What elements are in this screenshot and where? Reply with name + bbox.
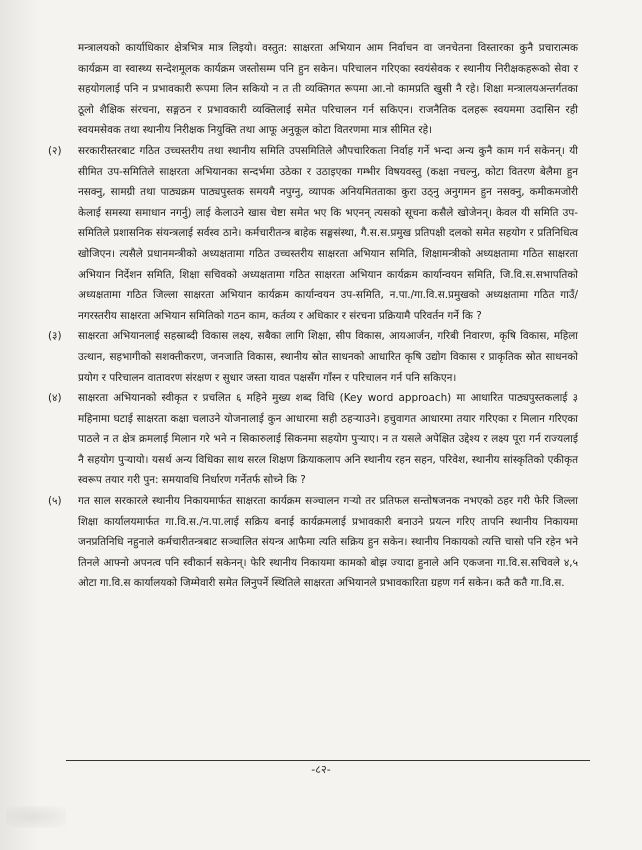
- page-body: [48, 38, 578, 594]
- scan-smudge: [6, 806, 66, 828]
- item-text: गत साल सरकारले स्थानीय निकायमार्फत साक्षरता कार्यक्रम सञ्चालन गऱ्यो तर प्रतिफल सन्तोषजनक नभएको ठहर गरी फेरि जिल्ला शिक्षा कार्यालयमार्फत गा.वि.स./न.पा.लाई सक्रिय बनाई कार्यक्रमलाई प्रभावकारी बनाउने प्रयत्न गरिए तापनि स्थानीय निकायमा जनप्रतिनिधि नहुनाले कर्मचारीतन्त्रबाट सञ्चालित संयन्त्र आफैमा त्यति सक्रिय हुन सकेन। स्थानीय निकायको त्यत्ति चासो पनि रहेन भने तिनले आफ्नो अपनत्व पनि स्वीकार्न सकेनन्। फेरि स्थानीय निकायमा कामको बोझ ज्यादा हुनाले अनि एकजना गा.वि.स.सचिवले ४,५ ओटा गा.वि.स कार्यालयको जिम्मेवारी समेत लिनुपर्ने स्थितिले साक्षरता अभियानले प्रभावकारिता ग्रहण गर्न सकेन। कतै कतै गा.वि.स.: [78, 495, 578, 590]
- list-item: [48, 388, 578, 491]
- intro-paragraph: मन्त्रालयको कार्याधिकार क्षेत्रभित्र मात्र लिइयो। वस्तुत: साक्षरता अभियान आम निर्वाचन वा जनचेतना विस्तारका कुनै प्रचारात्मक कार्यक्रम वा स्वास्थ्य सन्देशमूलक कार्यक्रम जस्तोसम्म पनि हुन सकेन। परिचालन गरिएका स्वयंसेवक र स्थानीय निरीक्षकहरूको सेवा र सहयोगलाई पनि न प्रभावकारी रूपमा लिन सकियो न त ती व्यक्तिगत रूपमा आ.नो कामप्रति खुसी नै रहे। शिक्षा मन्त्रालयअन्तर्गतका ठूलो शैक्षिक संरचना, सङ्गठन र प्रभावकारी व्यक्तिलाई समेत परिचालन गर्न सकिएन। राजनैतिक दलहरू स्वयममा उदासिन रही स्वयमसेवक तथा स्थानीय निरीक्षक नियुक्ति तथा आफू अनुकूल कोटा वितरणमा मात्र सीमित रहे।: [78, 42, 578, 137]
- item-number: (४): [48, 392, 62, 405]
- item-number: (३): [48, 330, 62, 343]
- item-number: (२): [48, 144, 62, 157]
- list-item: [48, 326, 578, 388]
- footer-divider: [66, 760, 590, 761]
- page-number: -८२-: [311, 763, 331, 776]
- list-item: [48, 141, 578, 326]
- item-text: सरकारीस्तरबाट गठित उच्चस्तरीय तथा स्थानीय समिति उपसमितिले औपचारिकता निर्वाह गर्ने भन्दा अन्य कुनै काम गर्न सकेनन्। यी सीमित उप-समितिले साक्षरता अभियानका सन्दर्भमा उठेका र उठाइएका गम्भीर विषयवस्तु (कक्षा नचल्नु, कोटा वितरण बेलैमा हुन नसक्नु, सामग्री तथा पाठ्यक्रम पाठ्यपुस्तक समयमै नपुग्नु, व्यापक अनियमितताका कुरा उठ्नु अनुगमन हुन नसक्नु, कमीकमजोरी केलाई समस्या समाधान नगर्नु) लाई केलाउने खास चेष्टा समेत भए कि भएनन् त्यसको सूचना कसैले खोजेनन्। केवल यी समिति उप-समितिले प्रशासनिक संयन्त्रलाई सर्वस्व ठाने। कर्मचारीतन्त्र बाहेक सङ्घसंस्था, गै.स.स.प्रमुख प्रतिपक्षी दलको समेत सहयोग र प्रतिनिधित्व खोजिएन। त्यसैले प्रधानमन्त्रीको अध्यक्षतामा गठित उच्चस्तरीय साक्षरता अभियान समिति, शिक्षामन्त्रीको अध्यक्षतामा गठित साक्षरता अभियान निर्देशन समिति, शिक्षा सचिवको अध्यक्षतामा गठित साक्षरता अभियान कार्यक्रम कार्यान्वयन समिति, जि.वि.स.सभापतिको अध्यक्षतामा गठित जिल्ला साक्षरता अभियान कार्यक्रम कार्यान्वयन उप-समिति, न.पा./गा.वि.स.प्रमुखको अध्यक्षतामा गठित गाउँ/नगरस्तरीय साक्षरता अभियान समितिको गठन काम, कर्तव्य र अधिकार र संरचना प्रक्रियामै परिवर्तन गर्ने कि ?: [78, 144, 578, 322]
- item-number: (५): [48, 495, 62, 508]
- list-item: [48, 491, 578, 594]
- item-text: साक्षरता अभियानको स्वीकृत र प्रचलित ६ महिने मुख्य शब्द विधि (Key word approach) मा आधारित पाठ्यपुस्तकलाई ३ महिनामा घटाई साक्षरता कक्षा चलाउने योजनालाई कुन आधारमा सही ठहऱ्याउने। हचुवागत आधारमा तयार गरिएका र मिलान गरिएका पाठले न त क्षेत्र क्रमलाई मिलान गरे भने न सिकारुलाई सिकनमा सहयोग पुऱ्याए। न त यसले अपेक्षित उद्देश्य र लक्ष्य पूरा गर्न राज्यलाई नै सहयोग पुऱ्यायो। यसर्थ अन्य विधिका साथ सरल शिक्षण क्रियाकलाप अनि स्थानीय रहन सहन, परिवेश, स्थानीय सांस्कृतिको एकीकृत स्वरूप तयार गरी पुन: समयावधि निर्धारण गर्नेतर्फ सोच्ने कि ?: [78, 392, 578, 487]
- page-edge-shadow: [0, 0, 40, 850]
- item-text: साक्षरता अभियानलाई सहस्राब्दी विकास लक्ष्य, सबैका लागि शिक्षा, सीप विकास, आयआर्जन, गरिबी निवारण, कृषि विकास, महिला उत्थान, सहभागीको सशक्तीकरण, जनजाति विकास, स्थानीय स्रोत साधनको आधारित कृषि उद्योग विकास र प्राकृतिक स्रोत साधनको प्रयोग र परिचालन वातावरण संरक्षण र सुधार जस्ता यावत पक्षसँग गाँस्न र परिचालन गर्न पनि सकिएन।: [78, 330, 578, 384]
